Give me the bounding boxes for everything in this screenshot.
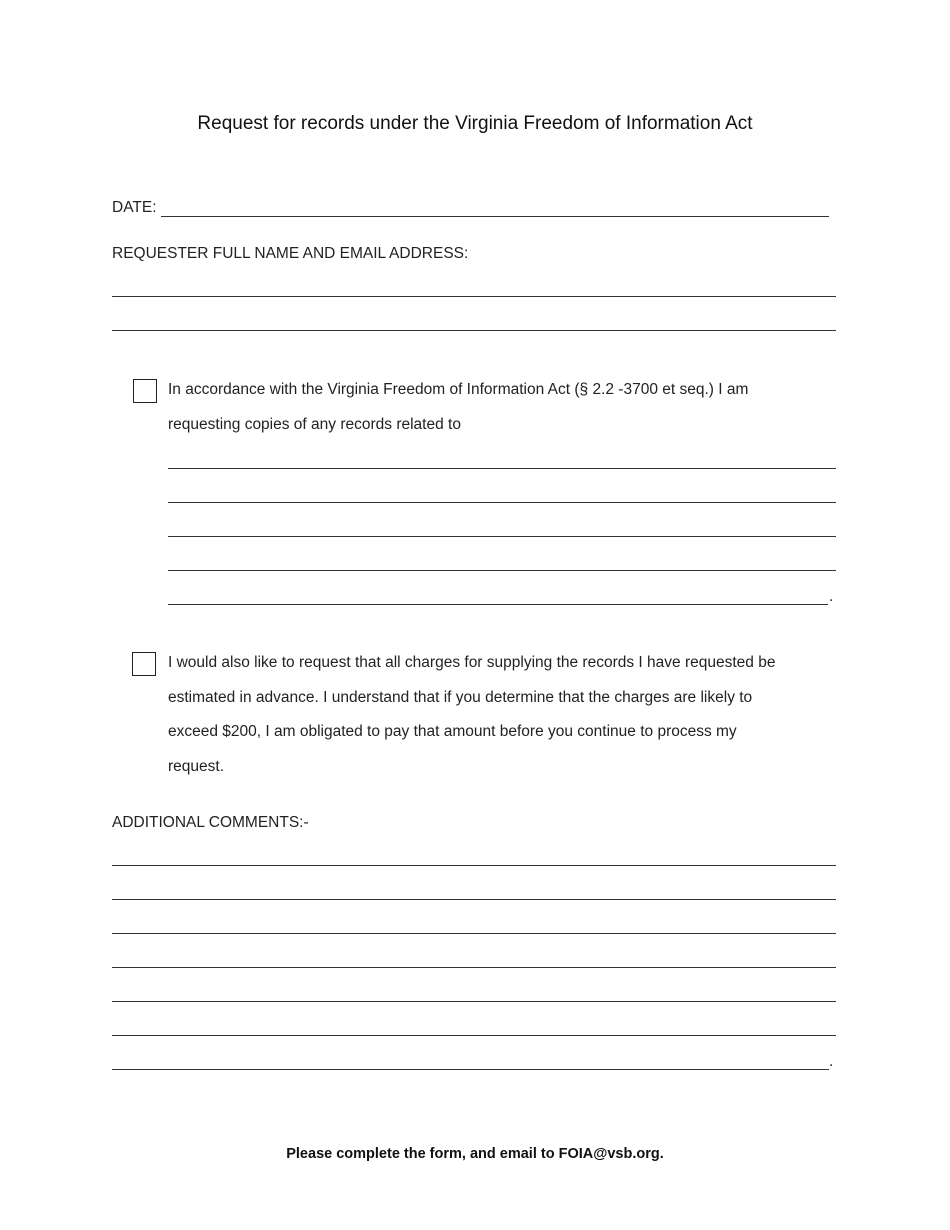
records-request-text bbox=[168, 373, 748, 442]
footer-instructions: Please complete the form, and email to FOIA@vsb.org. bbox=[286, 1146, 664, 1162]
records-request-text-line2: requesting copies of any records related to bbox=[168, 415, 461, 433]
comments-line-6[interactable] bbox=[112, 1035, 836, 1036]
records-line-1[interactable] bbox=[168, 468, 836, 469]
estimate-charges-text-line2: estimated in advance. I understand that if you determine that the charges are likely to bbox=[168, 688, 753, 706]
records-line-period: . bbox=[829, 588, 834, 605]
records-request-checkbox[interactable] bbox=[133, 379, 157, 403]
comments-line-1[interactable] bbox=[112, 865, 836, 866]
estimate-charges-text bbox=[168, 646, 775, 784]
comments-line-7[interactable] bbox=[112, 1069, 829, 1070]
requester-label: REQUESTER FULL NAME AND EMAIL ADDRESS: bbox=[112, 245, 469, 262]
comments-line-2[interactable] bbox=[112, 899, 836, 900]
date-label: DATE: bbox=[112, 199, 157, 216]
estimate-charges-text-line4: request. bbox=[168, 757, 225, 775]
comments-line-3[interactable] bbox=[112, 933, 836, 934]
requester-line-2[interactable] bbox=[112, 330, 836, 331]
requester-line-1[interactable] bbox=[112, 296, 836, 297]
comments-line-5[interactable] bbox=[112, 1001, 836, 1002]
records-line-4[interactable] bbox=[168, 570, 836, 571]
comments-line-period: . bbox=[829, 1053, 834, 1070]
date-field-line[interactable] bbox=[161, 216, 829, 217]
records-line-3[interactable] bbox=[168, 536, 836, 537]
estimate-charges-text-line3: exceed $200, I am obligated to pay that amount before you continue to process my bbox=[168, 723, 737, 740]
estimate-charges-text-line1: I would also like to request that all charges for supplying the records I have requested be bbox=[168, 654, 776, 671]
records-line-5[interactable] bbox=[168, 604, 828, 605]
comments-label: ADDITIONAL COMMENTS:- bbox=[112, 814, 309, 831]
records-request-text-line1: In accordance with the Virginia Freedom of Information Act (§ 2.2 -3700 et seq.) I am bbox=[168, 381, 749, 398]
comments-line-4[interactable] bbox=[112, 967, 836, 968]
page-title: Request for records under the Virginia Freedom of Information Act bbox=[197, 113, 753, 134]
estimate-charges-checkbox[interactable] bbox=[132, 652, 156, 676]
records-line-2[interactable] bbox=[168, 502, 836, 503]
